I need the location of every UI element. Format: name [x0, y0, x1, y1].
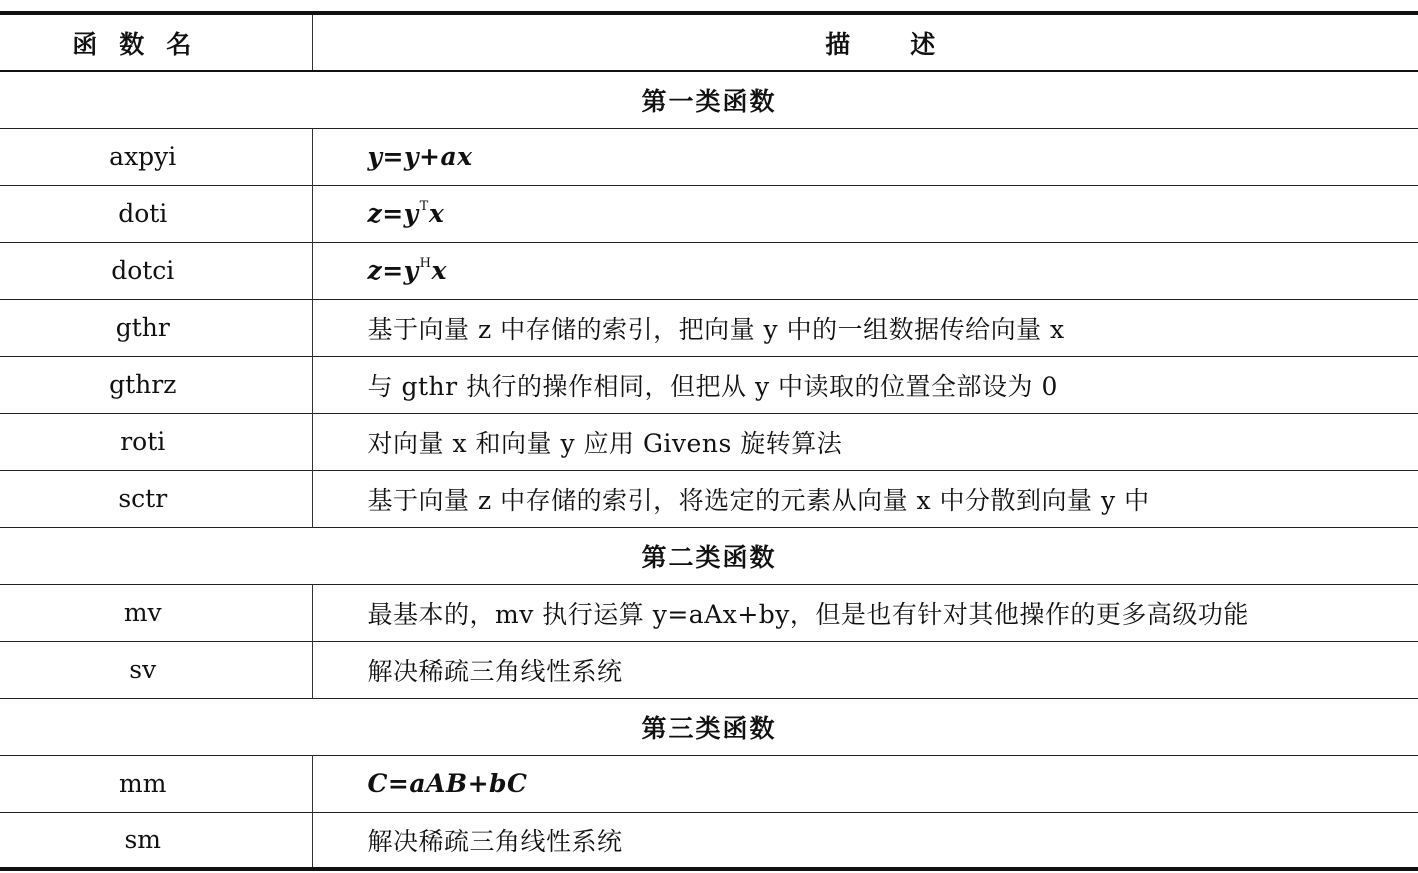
- group-row: [0, 527, 1418, 584]
- function-description: [312, 128, 1418, 185]
- table-row: [0, 299, 1418, 356]
- group-row: [0, 698, 1418, 755]
- function-name: dotci: [0, 242, 312, 299]
- group-title-1: 第一类函数: [641, 86, 777, 116]
- function-description: [312, 755, 1418, 812]
- group-row: [0, 71, 1418, 128]
- function-description: 解决稀疏三角线性系统: [367, 826, 623, 856]
- table-row: [0, 413, 1418, 470]
- function-description: 对向量 x 和向量 y 应用 Givens 旋转算法: [367, 428, 843, 458]
- function-name: sctr: [0, 470, 312, 527]
- formula: y=y+ax: [367, 142, 473, 171]
- header-function-name: 函数名: [0, 13, 312, 71]
- function-name: roti: [0, 413, 312, 470]
- table-row: [0, 584, 1418, 641]
- function-description: 解决稀疏三角线性系统: [367, 656, 623, 686]
- function-description: [312, 185, 1418, 242]
- function-name: gthr: [0, 299, 312, 356]
- function-name: mv: [0, 584, 312, 641]
- function-description: 基于向量 z 中存储的索引，将选定的元素从向量 x 中分散到向量 y 中: [367, 485, 1150, 515]
- formula: $z=y^Hx$: [367, 256, 447, 285]
- function-name: axpyi: [0, 128, 312, 185]
- table-row: [0, 755, 1418, 812]
- function-description: 基于向量 z 中存储的索引，把向量 y 中的一组数据传给向量 x: [367, 314, 1065, 344]
- table-row: [0, 470, 1418, 527]
- table-header: [0, 13, 1418, 71]
- function-table: [0, 11, 1418, 871]
- function-description: 最基本的，mv 执行运算 y=aAx+by，但是也有针对其他操作的更多高级功能: [367, 599, 1249, 629]
- header-description: 描述: [825, 29, 996, 59]
- function-name: gthrz: [0, 356, 312, 413]
- function-name: doti: [0, 185, 312, 242]
- group-title-3: 第三类函数: [641, 713, 777, 743]
- table-row: [0, 356, 1418, 413]
- table-row: [0, 812, 1418, 869]
- function-name: sm: [0, 812, 312, 869]
- table-row: [0, 128, 1418, 185]
- table-row: [0, 641, 1418, 698]
- table-row: [0, 242, 1418, 299]
- formula: C=aAB+bC: [367, 769, 528, 798]
- function-description: 与 gthr 执行的操作相同，但把从 y 中读取的位置全部设为 0: [367, 371, 1058, 401]
- function-description: [312, 242, 1418, 299]
- group-title-2: 第二类函数: [641, 542, 777, 572]
- function-name: mm: [0, 755, 312, 812]
- function-name: sv: [0, 641, 312, 698]
- table-row: [0, 185, 1418, 242]
- formula: $z=y^Tx$: [367, 199, 445, 228]
